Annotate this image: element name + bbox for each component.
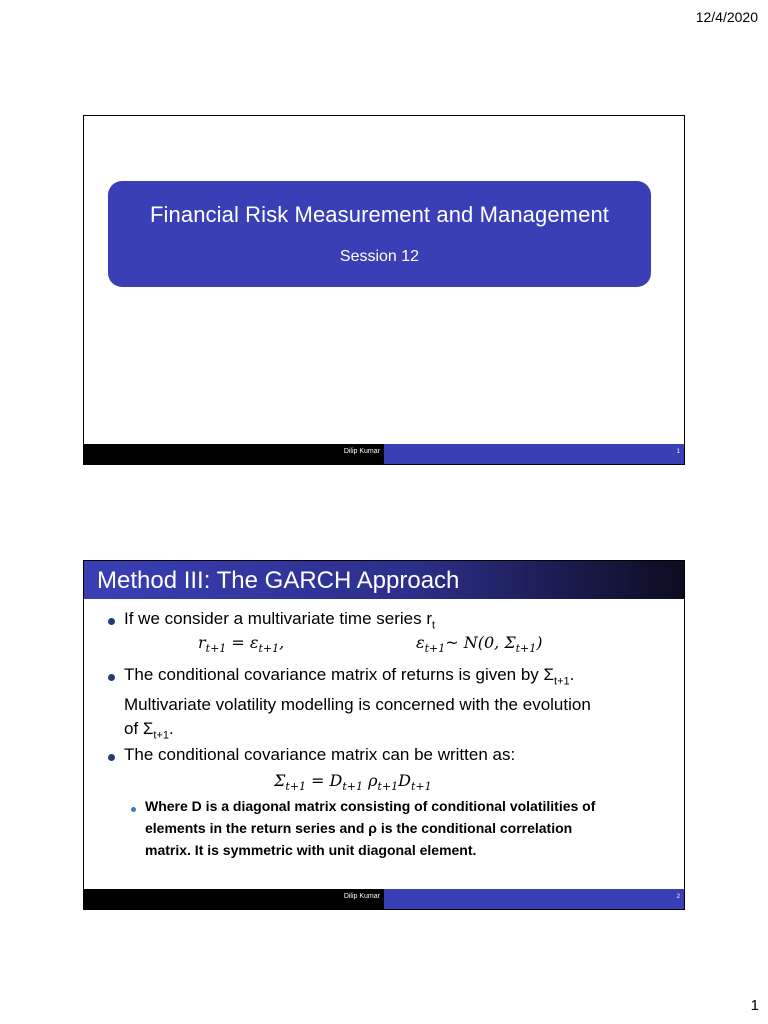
subscript: t+1 (285, 780, 306, 794)
eq-term: ~ N(0, Σ (445, 633, 516, 652)
slide-number: 2 (676, 894, 680, 900)
bullet-dot (108, 618, 115, 625)
eq-term: , (279, 633, 285, 652)
bullet-text: . (569, 665, 575, 684)
subscript: t+1 (258, 642, 280, 656)
sub-bullet-dot (131, 807, 136, 812)
bullet-text: . (169, 719, 174, 739)
footer-right (384, 889, 684, 909)
page-date: 12/4/2020 (695, 9, 758, 25)
subscript: t+1 (410, 780, 432, 794)
eq-term: ε (416, 633, 425, 652)
slide-footer (84, 889, 684, 909)
footer-left (84, 889, 384, 909)
subscript: t+1 (153, 729, 170, 742)
bullet-dot (108, 754, 115, 761)
footer-author: Dilip Kumar (343, 893, 380, 900)
sub-bullet-text: matrix. It is symmetric with unit diagonal element. (145, 842, 477, 858)
slide-header (84, 561, 684, 599)
bullet-text: If we consider a multivariate time series r (124, 609, 432, 628)
subscript: t+1 (515, 642, 537, 656)
equation-distribution (416, 631, 543, 661)
eq-term: = ε (226, 633, 259, 652)
eq-term: = D (305, 771, 343, 790)
bullet-text: of Σ (124, 719, 154, 739)
session-label: Session 12 (339, 248, 420, 265)
slide-title: Financial Risk Measurement and Management (150, 202, 609, 227)
eq-term: r (198, 633, 206, 652)
slide-number: 1 (676, 449, 680, 455)
footer-left (84, 444, 384, 464)
bullet-text: Multivariate volatility modelling is concerned with the evolution (124, 695, 591, 715)
eq-term: Σ (274, 771, 286, 790)
sub-bullet (145, 795, 625, 861)
subscript: t+1 (554, 675, 570, 688)
subscript: t+1 (205, 642, 227, 656)
slide-1 (83, 115, 685, 465)
eq-term: D (398, 771, 411, 790)
slide-footer (84, 444, 684, 464)
bullet-3 (124, 743, 515, 767)
bullet-2 (124, 663, 591, 748)
equation-returns (198, 631, 284, 661)
bullet-dot (108, 674, 115, 681)
sub-bullet-text: Where D is a diagonal matrix consisting of conditional volatilities of (145, 798, 596, 814)
eq-term: ρ (363, 771, 378, 790)
eq-term: ) (536, 633, 543, 652)
title-box (108, 181, 651, 287)
slide-2 (83, 560, 685, 910)
subscript: t (432, 619, 436, 632)
footer-right (384, 444, 684, 464)
subscript: t+1 (342, 780, 363, 794)
bullet-text: The conditional covariance matrix can be written as: (124, 745, 516, 764)
bullet-text: The conditional covariance matrix of returns is given by Σ (124, 665, 555, 684)
slide-title: Method III: The GARCH Approach (97, 567, 460, 594)
subscript: t+1 (377, 780, 399, 794)
footer-author: Dilip Kumar (343, 448, 380, 455)
sub-bullet-text: elements in the return series and ρ is the conditional correlation (145, 820, 573, 836)
page-number: 1 (750, 997, 759, 1014)
subscript: t+1 (424, 642, 446, 656)
